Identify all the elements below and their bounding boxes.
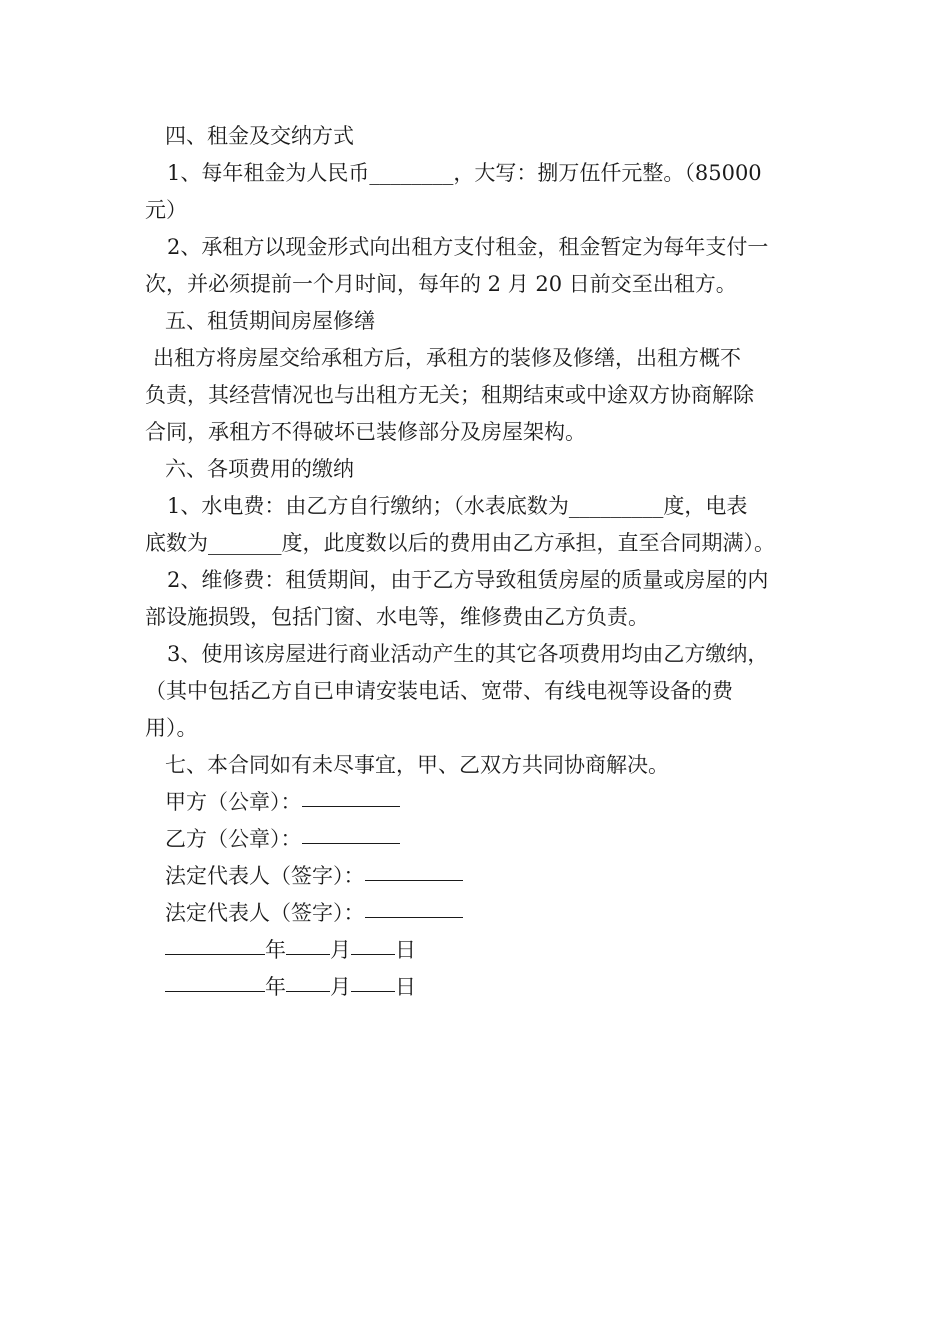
party-a-seal-blank[interactable] <box>302 784 400 807</box>
rep-b-sign-line <box>145 895 813 932</box>
date-line-a <box>145 932 813 969</box>
date-b-month-blank[interactable] <box>286 969 330 992</box>
date-b-month-label: 月 <box>330 975 351 999</box>
section-6-item-3-line-1: 3、使用该房屋进行商业活动产生的其它各项费用均由乙方缴纳， <box>167 642 769 666</box>
section-4-title: 四、租金及交纳方式 <box>165 124 354 148</box>
rep-b-sign-blank[interactable] <box>365 895 463 918</box>
date-a-day-label: 日 <box>395 938 416 962</box>
date-a-year-blank[interactable] <box>165 932 265 955</box>
section-5-title: 五、租赁期间房屋修缮 <box>165 309 375 333</box>
rep-a-sign-line <box>145 858 813 895</box>
date-b-day-label: 日 <box>395 975 416 999</box>
party-b-seal-blank[interactable] <box>302 821 400 844</box>
section-6-title: 六、各项费用的缴纳 <box>165 457 354 481</box>
date-a-month-label: 月 <box>330 938 351 962</box>
contract-page <box>145 118 813 1006</box>
date-b-year-label: 年 <box>265 975 286 999</box>
date-b-day-blank[interactable] <box>351 969 395 992</box>
party-b-seal-line <box>145 821 813 858</box>
date-a-year-label: 年 <box>265 938 286 962</box>
section-4-item-1-line-1: 1、每年租金为人民币________，大写：捌万伍仟元整。（85000 <box>167 161 762 185</box>
date-b-year-blank[interactable] <box>165 969 265 992</box>
section-4-item-2-line-2: 次，并必须提前一个月时间，每年的 2 月 20 日前交至出租方。 <box>145 272 737 296</box>
section-6-item-2-line-2: 部设施损毁，包括门窗、水电等，维修费由乙方负责。 <box>145 605 649 629</box>
party-a-seal-line <box>145 784 813 821</box>
date-a-day-blank[interactable] <box>351 932 395 955</box>
section-6-item-1-line-2: 底数为_______度，此度数以后的费用由乙方承担，直至合同期满）。 <box>145 531 775 555</box>
party-a-seal-label: 甲方（公章）： <box>165 790 302 814</box>
section-6-item-3-line-3: 用）。 <box>145 716 198 740</box>
section-6-item-1-line-1: 1、水电费：由乙方自行缴纳；（水表底数为_________度，电表 <box>167 494 748 518</box>
section-7-title: 七、本合同如有未尽事宜，甲、乙双方共同协商解决。 <box>165 753 669 777</box>
section-6-item-3-line-2: （其中包括乙方自已申请安装电话、宽带、有线电视等设备的费 <box>145 679 733 703</box>
date-a-month-blank[interactable] <box>286 932 330 955</box>
rep-b-sign-label: 法定代表人（签字）： <box>165 901 365 925</box>
section-5-line-2: 负责，其经营情况也与出租方无关；租期结束或中途双方协商解除 <box>145 383 754 407</box>
date-line-b <box>145 969 813 1006</box>
section-4-item-1-line-2: 元） <box>145 198 187 222</box>
party-b-seal-label: 乙方（公章）： <box>165 827 302 851</box>
section-6-item-2-line-1: 2、维修费：租赁期间，由于乙方导致租赁房屋的质量或房屋的内 <box>167 568 769 592</box>
rep-a-sign-label: 法定代表人（签字）： <box>165 864 365 888</box>
rep-a-sign-blank[interactable] <box>365 858 463 881</box>
section-5-line-1: 出租方将房屋交给承租方后，承租方的装修及修缮，出租方概不 <box>153 346 741 370</box>
section-5-line-3: 合同，承租方不得破坏已装修部分及房屋架构。 <box>145 420 586 444</box>
section-4-item-2-line-1: 2、承租方以现金形式向出租方支付租金，租金暂定为每年支付一 <box>167 235 769 259</box>
